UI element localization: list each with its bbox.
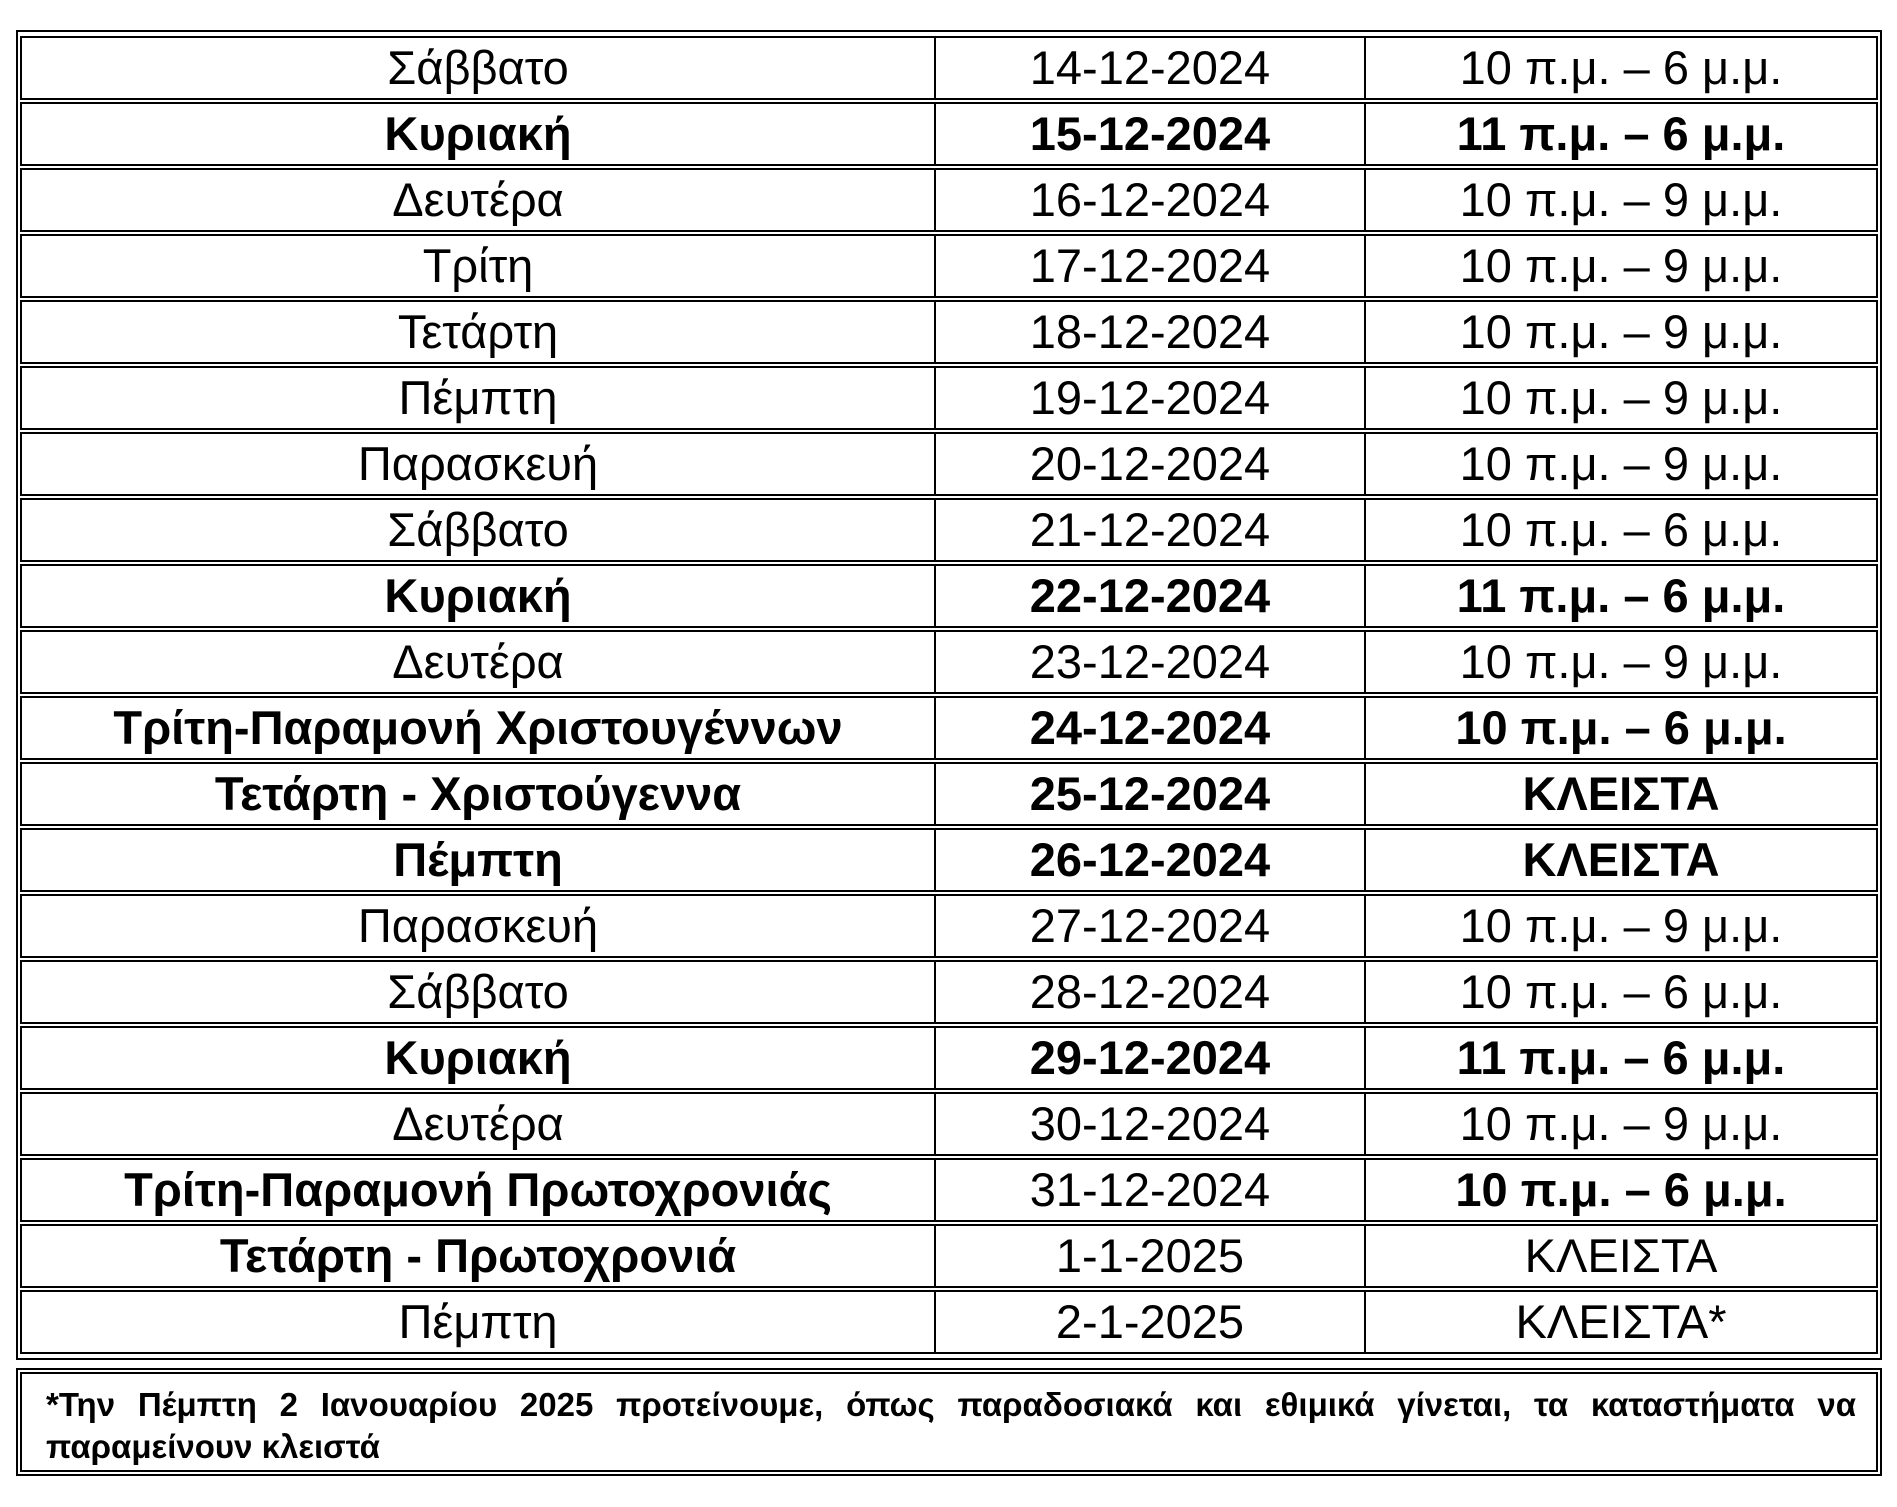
date-cell: 28-12-2024 [936, 960, 1366, 1024]
date-cell: 29-12-2024 [936, 1026, 1366, 1090]
day-cell: Κυριακή [20, 564, 936, 628]
date-cell: 25-12-2024 [936, 762, 1366, 826]
date-cell: 17-12-2024 [936, 234, 1366, 298]
hours-cell: ΚΛΕΙΣΤΑ* [1366, 1290, 1878, 1354]
date-cell: 19-12-2024 [936, 366, 1366, 430]
day-cell: Σάββατο [20, 960, 936, 1024]
hours-cell: 10 π.μ. – 9 μ.μ. [1366, 432, 1878, 496]
date-cell: 30-12-2024 [936, 1092, 1366, 1156]
day-cell: Παρασκευή [20, 894, 936, 958]
day-cell: Δευτέρα [20, 1092, 936, 1156]
date-cell: 27-12-2024 [936, 894, 1366, 958]
date-cell: 2-1-2025 [936, 1290, 1366, 1354]
schedule-row [20, 1224, 1878, 1288]
schedule-row [20, 168, 1878, 232]
hours-cell: 10 π.μ. – 9 μ.μ. [1366, 234, 1878, 298]
date-cell: 22-12-2024 [936, 564, 1366, 628]
hours-cell: 10 π.μ. – 9 μ.μ. [1366, 366, 1878, 430]
hours-cell: 11 π.μ. – 6 μ.μ. [1366, 564, 1878, 628]
day-cell: Τρίτη [20, 234, 936, 298]
footnote-box [16, 1368, 1882, 1476]
schedule-table-body [20, 36, 1878, 1354]
schedule-row [20, 762, 1878, 826]
hours-cell: 10 π.μ. – 6 μ.μ. [1366, 1158, 1878, 1222]
date-cell: 24-12-2024 [936, 696, 1366, 760]
schedule-row [20, 828, 1878, 892]
schedule-row [20, 366, 1878, 430]
hours-cell: 10 π.μ. – 9 μ.μ. [1366, 894, 1878, 958]
schedule-row [20, 960, 1878, 1024]
hours-cell: 10 π.μ. – 9 μ.μ. [1366, 630, 1878, 694]
schedule-row [20, 1026, 1878, 1090]
date-cell: 21-12-2024 [936, 498, 1366, 562]
schedule-row [20, 300, 1878, 364]
day-cell: Πέμπτη [20, 366, 936, 430]
footnote-text: *Την Πέμπτη 2 Ιανουαρίου 2025 προτείνουμε, όπως παραδοσιακά και εθιμικά γίνεται, τα καταστήματα να παραμείνουν κλειστά [20, 1372, 1878, 1472]
schedule-row [20, 234, 1878, 298]
date-cell: 23-12-2024 [936, 630, 1366, 694]
date-cell: 18-12-2024 [936, 300, 1366, 364]
date-cell: 16-12-2024 [936, 168, 1366, 232]
schedule-row [20, 102, 1878, 166]
hours-cell: ΚΛΕΙΣΤΑ [1366, 828, 1878, 892]
hours-cell: 10 π.μ. – 9 μ.μ. [1366, 168, 1878, 232]
day-cell: Σάββατο [20, 498, 936, 562]
schedule-row [20, 1290, 1878, 1354]
day-cell: Τρίτη-Παραμονή Χριστουγέννων [20, 696, 936, 760]
hours-cell: ΚΛΕΙΣΤΑ [1366, 1224, 1878, 1288]
hours-cell: ΚΛΕΙΣΤΑ [1366, 762, 1878, 826]
schedule-row [20, 894, 1878, 958]
day-cell: Παρασκευή [20, 432, 936, 496]
schedule-row [20, 696, 1878, 760]
schedule-row [20, 498, 1878, 562]
schedule-row [20, 630, 1878, 694]
day-cell: Κυριακή [20, 1026, 936, 1090]
date-cell: 26-12-2024 [936, 828, 1366, 892]
schedule-row [20, 432, 1878, 496]
day-cell: Τετάρτη - Πρωτοχρονιά [20, 1224, 936, 1288]
date-cell: 31-12-2024 [936, 1158, 1366, 1222]
date-cell: 20-12-2024 [936, 432, 1366, 496]
day-cell: Πέμπτη [20, 828, 936, 892]
day-cell: Δευτέρα [20, 630, 936, 694]
date-cell: 15-12-2024 [936, 102, 1366, 166]
day-cell: Κυριακή [20, 102, 936, 166]
schedule-row [20, 1092, 1878, 1156]
schedule-row [20, 564, 1878, 628]
hours-cell: 10 π.μ. – 9 μ.μ. [1366, 300, 1878, 364]
hours-cell: 10 π.μ. – 6 μ.μ. [1366, 696, 1878, 760]
schedule-row [20, 1158, 1878, 1222]
day-cell: Δευτέρα [20, 168, 936, 232]
hours-cell: 11 π.μ. – 6 μ.μ. [1366, 102, 1878, 166]
schedule-table [20, 34, 1878, 1356]
hours-cell: 10 π.μ. – 6 μ.μ. [1366, 960, 1878, 1024]
schedule-table-frame [16, 30, 1882, 1360]
day-cell: Σάββατο [20, 36, 936, 100]
day-cell: Πέμπτη [20, 1290, 936, 1354]
schedule-row [20, 36, 1878, 100]
hours-cell: 10 π.μ. – 6 μ.μ. [1366, 498, 1878, 562]
day-cell: Τετάρτη [20, 300, 936, 364]
hours-cell: 10 π.μ. – 6 μ.μ. [1366, 36, 1878, 100]
hours-cell: 11 π.μ. – 6 μ.μ. [1366, 1026, 1878, 1090]
date-cell: 14-12-2024 [936, 36, 1366, 100]
hours-cell: 10 π.μ. – 9 μ.μ. [1366, 1092, 1878, 1156]
day-cell: Τετάρτη - Χριστούγεννα [20, 762, 936, 826]
day-cell: Τρίτη-Παραμονή Πρωτοχρονιάς [20, 1158, 936, 1222]
date-cell: 1-1-2025 [936, 1224, 1366, 1288]
